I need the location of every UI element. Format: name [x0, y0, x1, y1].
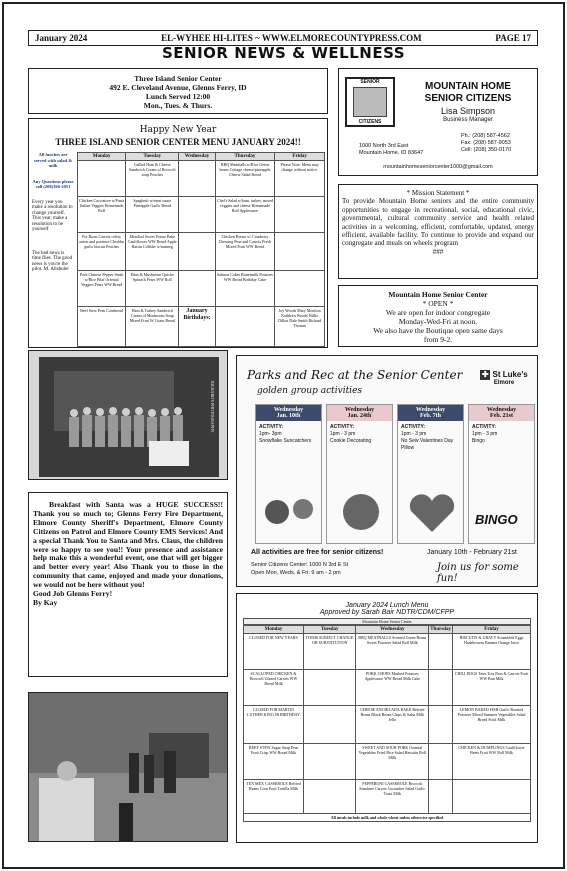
card-time: 1pm - 3 pm — [401, 431, 427, 437]
card-date: Jan. 24th — [347, 413, 372, 419]
three-island-menu-calendar — [28, 118, 328, 348]
breakfast-sign-1: Good Job Glenns Ferry! — [33, 589, 113, 599]
menu-cell — [179, 197, 215, 233]
card-day: Wednesday — [486, 407, 517, 413]
day-header: Monday — [244, 626, 304, 634]
card-time: 1pm- 3pm — [259, 431, 282, 437]
parks-rec-flyer — [236, 355, 538, 587]
day-header: Tuesday — [126, 153, 179, 161]
menu-cell — [179, 271, 215, 307]
st-lukes-logo — [479, 370, 529, 386]
cookie-icon — [328, 487, 393, 537]
card-time: 1pm - 3 pm — [472, 431, 498, 437]
header-paper: EL-WYHEE HI-LITES ~ WWW.ELMORECOUNTYPRESS.COM — [161, 33, 422, 43]
mh-email: mountainhomeseniorcenter1000@gmail.com — [383, 164, 493, 170]
day-header: Tuesday — [304, 626, 356, 634]
activity-card-3 — [397, 404, 464, 544]
open-notice-box — [338, 285, 538, 347]
day-header: Wednesday — [356, 626, 429, 634]
card-date: Feb. 21st — [490, 413, 513, 419]
menu-cell — [179, 233, 215, 271]
logo-bottom-text: CITIZENS — [358, 119, 382, 125]
parks-hours: Open Mon, Weds, & Fri: 9 am - 2 pm — [251, 570, 341, 576]
mh-address-2: Mountain Home, ID 83647 — [359, 150, 424, 156]
day-header: Friday — [453, 626, 531, 634]
header-page: PAGE 17 — [495, 33, 531, 43]
mh-cell: Cell: (208) 350-0170 — [461, 147, 512, 153]
mh-manager: Lisa Simpson — [440, 106, 496, 116]
card-date: Feb. 7th — [420, 413, 441, 419]
lunch-title: January 2024 Lunch Menu — [345, 602, 429, 609]
cross-icon: ✚ — [481, 370, 489, 379]
card-activity: No Sew Valentines Day Pillow — [401, 438, 454, 451]
menu-cell: Chicken Breast w/ Cranberry Dressing Peas and Carrots Fresh Mixed Fruit WW Bread — [215, 233, 275, 271]
card-activity: Cookie Decorating — [330, 438, 372, 444]
lunch-cell — [304, 706, 356, 744]
lunch-cell: ITEMS SUBJECT CHANGE OR SUBSTITUTION — [304, 634, 356, 670]
santa-group-photo — [28, 350, 228, 480]
menu-cell: Spaghetti w/meat sauce Pineapple Garlic Bread — [126, 197, 179, 233]
open-line-4: from 9-2. — [423, 335, 453, 344]
parks-address: Senior Citizens Center: 1000 N 3rd E St — [251, 562, 349, 568]
side-note-4: The bad news is time flies. The good news is you're the pilot. M. Altshuler — [32, 250, 73, 272]
mh-business-card — [338, 68, 538, 176]
lunch-center: Mountain Home Senior Center — [243, 618, 531, 625]
lunch-cell — [429, 670, 453, 706]
three-island-box — [28, 68, 328, 114]
lunch-cell — [429, 634, 453, 670]
birthday-names: Joy Woods Mary Moulton Kathleen Woody Billie Dillon Dale Smith Richard Thomas — [275, 307, 325, 347]
activity-label: ACTIVITY: — [330, 424, 355, 430]
open-line-1: We are open for indoor congregate — [385, 308, 491, 317]
menu-cell: Ham & Turkey Sandwich Cream of Mushroom Soup Mixed Fruit W. Grain Bread — [126, 307, 179, 347]
three-island-lunch: Lunch Served 12:00 — [145, 92, 211, 101]
menu-cell: Ham & Mushroom Quiche Spinach Pears WW Roll — [126, 271, 179, 307]
day-header: Monday — [78, 153, 126, 161]
lunch-cell — [304, 670, 356, 706]
lunch-cell — [304, 780, 356, 814]
page-title: SENIOR NEWS & WELLNESS — [161, 44, 406, 62]
bingo-graphic: BINGO — [475, 512, 518, 527]
day-header: Thursday — [430, 627, 452, 632]
open-status: * OPEN * — [422, 299, 454, 308]
card-time: 1pm - 3 pm — [330, 431, 356, 437]
menu-cell — [78, 161, 126, 197]
card-day: Wednesday — [344, 407, 375, 413]
lunch-cell: CLOSED FOR MARTIN LUTHER KING JR BIRTHDAY — [244, 706, 304, 744]
card-date: Jan. 10th — [276, 413, 301, 419]
card-day: Wednesday — [415, 407, 446, 413]
mh-phone: Ph.: (208) 587-4562 — [461, 133, 510, 139]
three-island-menu-table — [77, 152, 325, 347]
lunch-cell: CHICKEN & DUMPLINGS Cauliflower Beets Fruit WW Roll Milk — [453, 744, 531, 780]
menu-cell: Chef's Salad w/ham, turkey, mixed veggies and cheese Homemade Roll Applesauce — [215, 197, 275, 233]
mission-title: * Mission Statement * — [406, 189, 470, 197]
senior-citizens-logo — [345, 77, 395, 127]
lunch-cell: SWEET AND SOUR PORK Oriental Vegetables Fried Rice Salad Hawaiin Roll Milk — [356, 744, 429, 780]
card-day: Wednesday — [273, 407, 304, 413]
mh-name-1: MOUNTAIN HOME — [425, 81, 511, 92]
mh-address-1: 1000 North 3rd East — [359, 143, 409, 149]
lunch-cell: TEX MEX CASSEROLE Refried Beans Corn Fruit Tortilla Milk — [244, 780, 304, 814]
day-header: Wednesday — [179, 153, 215, 161]
parks-free: All activities are free for senior citizens! — [251, 549, 384, 556]
happy-new-year: Happy New Year — [139, 125, 217, 135]
lunch-cell: LEMON BAKED FISH Garlic Roasted Potatoes Mixed Summer Vegetables Salad Bread Stick Milk — [453, 706, 531, 744]
side-note-3: Every year you make a resolution to change yourself. This year, make a resolution to be yourself — [32, 199, 73, 232]
mission-statement-box — [338, 184, 538, 279]
parks-join: Join us for some fun! — [437, 562, 519, 584]
menu-cell: Meatloaf Sweet Potato Bake Cauliflower WW Bread Apple Raisin Cobbler w/nutmeg — [126, 233, 179, 271]
lunch-cell: PORK CHOPS Mashed Potatoes Applesauce WW Bread Milk Cake — [356, 670, 429, 706]
activity-card-2 — [326, 404, 393, 544]
lunch-cell: PEPPERONI CASSEROLE Broccoli Sunshine Carrots Cucumber Salad Garlic Toast Milk — [356, 780, 429, 814]
three-island-name: Three Island Senior Center — [134, 74, 222, 83]
lunch-cell — [429, 706, 453, 744]
menu-cell: Grilled Ham & Cheese Sandwich Cream of Broccoli soup Peaches — [126, 161, 179, 197]
photo-caption: RICHARD'S PHOTOGRAPHY — [210, 381, 215, 433]
parks-range: January 10th - February 21st — [427, 549, 517, 556]
side-note-2: Any Questions please call (208)366-2051 — [32, 178, 74, 189]
lunch-menu-table — [243, 625, 531, 814]
activity-label: ACTIVITY: — [472, 424, 497, 430]
lunch-cell: BBQ MEATBALLS Scented Green Beans Sweet Potatoes Salad Roll Milk — [356, 634, 429, 670]
three-island-days: Mon., Tues. & Thurs. — [143, 101, 213, 110]
menu-cell — [275, 233, 325, 271]
card-activity: Snowflake Suncatchers — [259, 438, 312, 444]
lunch-cell — [429, 780, 453, 814]
header-date: January 2024 — [35, 33, 88, 43]
menu-cell — [275, 197, 325, 233]
lunch-approved: Approved by Sarah Bair NDTR/CDM/CFPP — [319, 609, 455, 616]
menu-cell: Pork Chinese Pepper Steak w/Rice Pilaf Oriental Veggies Pears WW Bread — [78, 271, 126, 307]
day-header: Thursday — [215, 153, 275, 161]
logo-text: St Luke's — [492, 370, 528, 379]
mission-end: ### — [432, 247, 444, 256]
mh-lunch-menu — [236, 593, 538, 843]
menu-cell: Chicken Cacciatore w/Pasta Italian Veggies Homemade Roll — [78, 197, 126, 233]
lunch-cell: BISCUITS & GRAVY Scrambled Eggs Hashbrowns Banana Orange Juice — [453, 634, 531, 670]
card-activity: Bingo — [472, 438, 485, 444]
open-title: Mountain Home Senior Center — [388, 290, 488, 299]
menu-cell — [215, 307, 275, 347]
open-line-2: Monday-Wed-Fri at noon. — [398, 317, 478, 326]
logo-top-text: SENIOR — [360, 79, 380, 85]
birthdays-label: January Birthdays: — [179, 307, 215, 347]
lunch-cell: CHEESE ENCHILADA BAKE Refried Beans Black Beans Chips & Salsa Milk Jello — [356, 706, 429, 744]
menu-cell: Salmon Cakes Buttermilk Potatoes WW Bread Birthday Cake — [215, 271, 275, 307]
lunch-cell: CLOSED FOR NEW YEARS — [244, 634, 304, 670]
heart-icon — [399, 487, 464, 537]
activity-card-4 — [468, 404, 535, 544]
activity-card-1 — [255, 404, 322, 544]
menu-cell: Beef Stew Peas Cornbread — [78, 307, 126, 347]
day-header: Friday — [275, 153, 325, 161]
activity-label: ACTIVITY: — [401, 424, 426, 430]
mission-text: To provide Mountain Home seniors and the entire community opportunities to engage in recreational, social, educational civic, governmental, cultural community service and health related activities in a welcoming, efficient, comfortable, updated, energy efficient, available facility. To continue to provide and expand our congregate and meals on wheels program — [342, 197, 534, 248]
mh-name-2: SENIOR CITIZENS — [424, 93, 512, 104]
lunch-cell — [429, 744, 453, 780]
menu-cell: Please Note: Menu may change without notice. — [275, 161, 325, 197]
three-island-address: 492 E. Cleveland Avenue, Glenns Ferry, ID — [109, 83, 247, 92]
parks-subtitle: golden group activities — [257, 386, 363, 396]
lunch-cell: BEEF STEW Sugar Snap Peas Fruit Crisp WW Bread Milk — [244, 744, 304, 780]
lunch-cell — [453, 780, 531, 814]
menu-cell — [275, 271, 325, 307]
lunch-cell — [304, 744, 356, 780]
menu-cell: BBQ Meatballs w/Rice Green beans Cottage cheese/pineapple Cheese Salad Bread — [215, 161, 275, 197]
logo-subtext: Elmore — [493, 380, 515, 386]
breakfast-text: Breakfast with Santa was a HUGE SUCCESS!! Thank you so much to; Glenns Ferry Fire Department, Elmore County Sheriff's Department, Elmore County Citizens on Patrol and Elmore County EMS Services! And a special Thank You to Santa and Mrs. Claus, the children were so happy to see you!! Your presence and assistance help make this a wonderful event, one that will get bigger and better every year! Also Thank you to those in the community that came, enjoyed and made your donations, we would not be here without you! — [33, 500, 223, 590]
logo-image — [353, 87, 387, 117]
lunch-cell: CHILI DOGS Tater Tots Peas & Carrots Fruit WW Bun Milk — [453, 670, 531, 706]
activity-label: ACTIVITY: — [259, 424, 284, 430]
lunch-footer: All meals include milk and whole wheat unless otherwise specified — [243, 814, 531, 822]
breakfast-sign-2: By Kay — [33, 597, 58, 607]
menu-cell: Pot Roast Carrots celery onion and potatoes Cheddar garlic biscuit Peaches — [78, 233, 126, 271]
breakfast-santa-article — [28, 492, 228, 677]
side-note-1: All lunches are served with salad & milk — [33, 152, 73, 168]
breakfast-event-photo — [28, 692, 228, 842]
snowflake-icon — [257, 487, 322, 537]
calendar-title: THREE ISLAND SENIOR CENTER MENU JANUARY 2024!! — [55, 137, 301, 147]
parks-title: Parks and Rec at the Senior Center — [247, 368, 463, 382]
mh-fax: Fax: (208) 587-9053 — [461, 140, 511, 146]
open-line-3: We also have the Boutique open same days — [373, 326, 503, 335]
lunch-cell: SCALLOPED CHICKEN & Broccoli Glazed Carrots WW Bread Milk — [244, 670, 304, 706]
mh-role: Business Manager — [443, 117, 493, 123]
menu-cell — [179, 161, 215, 197]
